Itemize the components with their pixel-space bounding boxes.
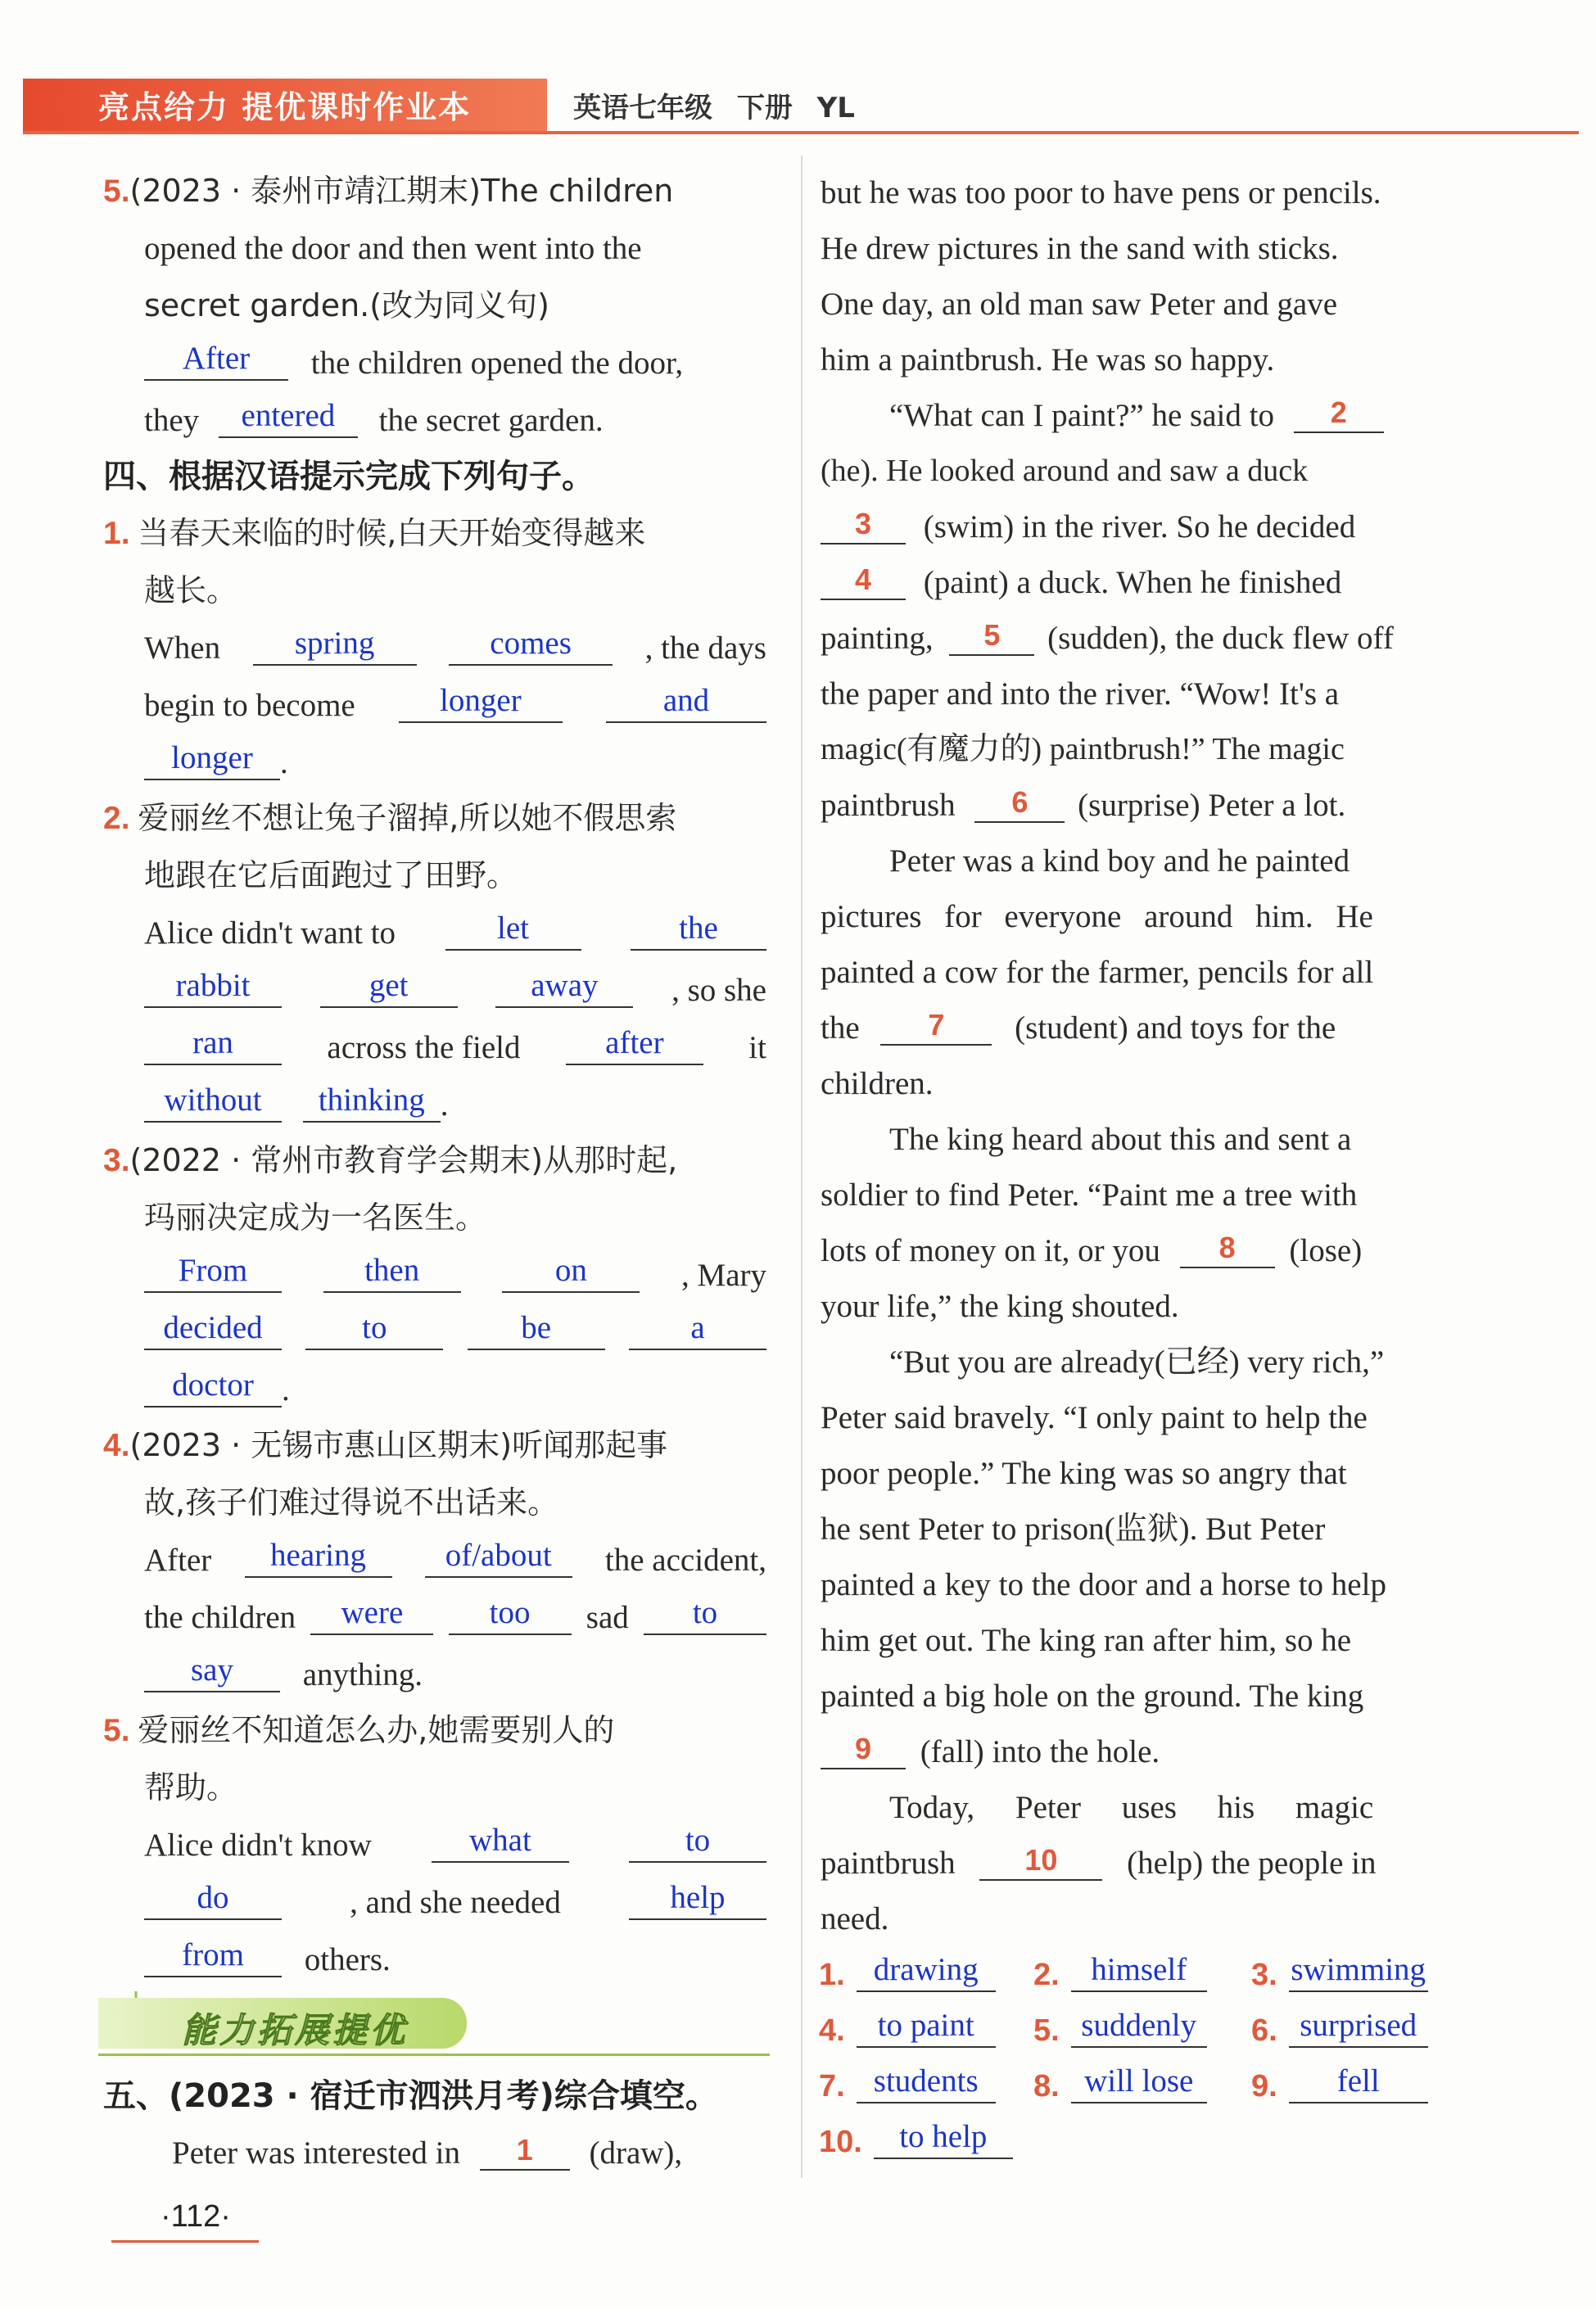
question-number: 5. xyxy=(103,1713,130,1748)
q2-line3 xyxy=(144,910,766,951)
q4-zh2: 故,孩子们难过得说不出话来。 xyxy=(144,1484,559,1521)
blank-5 xyxy=(949,618,1034,656)
answer: hearing xyxy=(270,1538,366,1573)
text: others. xyxy=(304,1942,391,1977)
answer: say xyxy=(191,1652,233,1688)
answer-item xyxy=(819,2008,996,2048)
answer: From xyxy=(178,1253,248,1288)
text: (lose) xyxy=(1289,1233,1363,1268)
q4-zh1 xyxy=(103,1427,668,1463)
answer-number: 3. xyxy=(1251,1958,1277,1992)
text: they xyxy=(144,403,200,438)
answer-blank xyxy=(432,1823,569,1863)
text: (student) and toys for the xyxy=(1015,1010,1336,1046)
answer-blank xyxy=(144,1253,282,1293)
q1-zh1 xyxy=(103,517,645,549)
q2-line4 xyxy=(144,968,766,1008)
passage-line xyxy=(821,1008,1336,1046)
answer: a xyxy=(690,1310,705,1345)
passage-line xyxy=(821,507,1356,544)
passage-line: soldier to find Peter. “Paint me a tree with xyxy=(821,1177,1358,1213)
answer-blank xyxy=(449,626,613,666)
answer-item xyxy=(819,1952,996,1992)
answer: get xyxy=(368,968,409,1003)
answer: from xyxy=(182,1937,244,1972)
q5b-line4 xyxy=(144,1880,766,1920)
answer: too xyxy=(489,1595,531,1630)
passage-line-1 xyxy=(172,2133,683,2171)
answer-blank xyxy=(303,1082,441,1123)
answer-blank xyxy=(245,1538,392,1578)
answer-blank xyxy=(144,1880,282,1920)
answer-item xyxy=(1251,2008,1428,2048)
answer: to xyxy=(362,1310,387,1345)
answer-blank xyxy=(399,683,563,723)
answer: away xyxy=(531,968,599,1003)
blank-number: 9 xyxy=(854,1732,872,1765)
answer-item xyxy=(1033,2063,1207,2103)
text: , so she xyxy=(671,973,766,1008)
page-number-underline xyxy=(111,2240,259,2243)
passage-line xyxy=(821,1732,1160,1769)
passage-line: Today, Peter uses his magic xyxy=(889,1790,1374,1825)
answer: on xyxy=(554,1253,587,1288)
passage-line: painted a key to the door and a horse to help xyxy=(821,1567,1386,1602)
answer-blank xyxy=(144,1937,282,1977)
blank-number: 5 xyxy=(983,618,1001,652)
answer-blank xyxy=(1289,1952,1428,1992)
q4-line4 xyxy=(144,1595,766,1635)
passage-line xyxy=(821,785,1346,823)
answer-blank xyxy=(323,1253,461,1293)
blank-number: 7 xyxy=(928,1008,945,1042)
answer-blank xyxy=(219,398,358,438)
text: it xyxy=(748,1030,766,1065)
answer-blank xyxy=(253,626,417,666)
q2-zh1 xyxy=(103,802,676,834)
text: (paint) a duck. When he finished xyxy=(923,565,1342,600)
blank-number: 3 xyxy=(854,507,872,540)
text: (draw), xyxy=(589,2135,683,2171)
passage-line: your life,” the king shouted. xyxy=(821,1289,1179,1324)
text: anything. xyxy=(302,1657,423,1692)
q5b-line5 xyxy=(144,1937,391,1977)
answer-blank xyxy=(874,2119,1013,2159)
passage-line: poor people.” The king was so angry that xyxy=(821,1456,1347,1491)
passage-line: Peter was a kind boy and he painted xyxy=(889,843,1350,879)
passage-line: (he). He looked around and saw a duck xyxy=(821,454,1309,488)
question-number: 3. xyxy=(103,1143,130,1178)
text: When xyxy=(144,630,221,666)
blank-number: 10 xyxy=(1024,1843,1058,1877)
passage-line: painted a cow for the farmer, pencils for all xyxy=(821,955,1374,990)
question-number: 2. xyxy=(103,801,130,836)
answer: himself xyxy=(1091,1952,1187,1987)
text: paintbrush xyxy=(821,1846,956,1881)
text: (surprise) Peter a lot. xyxy=(1078,788,1346,823)
answer-blank xyxy=(310,1595,433,1635)
answer: to help xyxy=(899,2119,988,2154)
answer-blank xyxy=(144,1310,282,1350)
answer-item xyxy=(1033,1952,1207,1992)
answer: doctor xyxy=(172,1367,254,1403)
text: begin to become xyxy=(144,688,355,723)
passage-line xyxy=(821,618,1394,656)
answer: were xyxy=(341,1595,404,1630)
question-number: 1. xyxy=(103,516,130,551)
answer-blank xyxy=(425,1538,572,1578)
answer: to paint xyxy=(877,2008,974,2043)
text: . xyxy=(440,1087,449,1123)
text: the xyxy=(821,1010,860,1046)
q1-line3 xyxy=(144,626,766,666)
q5a-line3: secret garden.(改为同义句) xyxy=(144,287,549,323)
answer-number: 9. xyxy=(1251,2069,1277,2103)
answer-blank xyxy=(144,1652,280,1692)
q3-line4 xyxy=(144,1310,766,1350)
q5b-line3 xyxy=(144,1823,766,1863)
banner-rule xyxy=(98,2054,770,2056)
answer-blank xyxy=(629,1310,766,1350)
answer-blank xyxy=(629,1823,766,1863)
answer-blank xyxy=(631,910,766,951)
passage-line: The king heard about this and sent a xyxy=(889,1122,1352,1157)
answer: swimming xyxy=(1291,1952,1426,1987)
answer: drawing xyxy=(873,1952,979,1987)
answer: will lose xyxy=(1084,2063,1194,2099)
answer-item xyxy=(819,2063,996,2103)
answer: to xyxy=(685,1823,711,1858)
answer-blank xyxy=(1071,1952,1207,1992)
blank-number: 8 xyxy=(1218,1231,1236,1264)
passage-line: need. xyxy=(821,1901,889,1936)
q5a-line4 xyxy=(144,341,684,381)
answer-number: 2. xyxy=(1033,1958,1060,1992)
text: , and she needed xyxy=(350,1885,561,1920)
answer-blank xyxy=(144,1367,282,1408)
text: “What can I paint?” he said to xyxy=(889,398,1274,433)
answer: longer xyxy=(171,740,253,775)
answer-number: 1. xyxy=(819,1958,845,1992)
q5b-zh2: 帮助。 xyxy=(144,1769,238,1805)
text: sad xyxy=(586,1600,629,1635)
q2-line6 xyxy=(144,1082,449,1123)
header-rule xyxy=(23,131,1579,134)
answer: entered xyxy=(241,398,336,433)
passage-line xyxy=(821,1231,1363,1268)
banner-title: 能力拓展提优 xyxy=(182,2010,409,2050)
answer: longer xyxy=(440,683,522,718)
question-text: (2023 · 泰州市靖江期末)The children xyxy=(129,173,674,209)
passage-line: painted a big hole on the ground. The king xyxy=(821,1679,1364,1714)
passage-line: he sent Peter to prison(监狱). But Peter xyxy=(821,1511,1326,1547)
answer: to xyxy=(692,1595,718,1630)
question-text: 爱丽丝不知道怎么办,她需要别人的 xyxy=(138,1712,615,1748)
text: Alice didn't want to xyxy=(144,915,396,951)
section-4-heading: 四、根据汉语提示完成下列句子。 xyxy=(103,458,595,495)
answer: what xyxy=(469,1823,531,1858)
q5a-line2: opened the door and then went into the xyxy=(144,231,642,266)
answer-blank xyxy=(566,1025,703,1065)
passage-line xyxy=(889,395,1384,433)
answer-blank xyxy=(495,968,633,1008)
answer: after xyxy=(605,1025,664,1060)
answer: and xyxy=(662,683,710,718)
blank-6 xyxy=(974,785,1065,823)
answer-number: 5. xyxy=(1033,2013,1060,2048)
answer: do xyxy=(197,1880,229,1915)
answer-number: 4. xyxy=(819,2013,845,2048)
section-5-heading: 五、(2023 · 宿迁市泗洪月考)综合填空。 xyxy=(103,2077,718,2115)
book-subtitle: 英语七年级 下册 YL xyxy=(573,92,855,124)
q1-line5 xyxy=(144,740,288,780)
text: the secret garden. xyxy=(378,403,604,438)
text: lots of money on it, or you xyxy=(821,1233,1160,1268)
text: but he was too poor to have pens or pencils. xyxy=(821,175,1381,210)
answer: surprised xyxy=(1300,2008,1417,2043)
q5a-line5 xyxy=(144,398,604,438)
answer-number: 6. xyxy=(1251,2013,1277,2048)
answer: rabbit xyxy=(175,968,251,1003)
answer-blank xyxy=(445,910,581,951)
answer-item xyxy=(1033,2008,1207,2048)
question-text: 当春天来临的时候,白天开始变得越来 xyxy=(138,515,646,551)
answer-blank xyxy=(320,968,458,1008)
q5b-zh1 xyxy=(103,1712,615,1748)
text: the accident, xyxy=(604,1543,766,1578)
passage-line: “But you are already(已经) very rich,” xyxy=(889,1344,1385,1380)
text: (swim) in the river. So he decided xyxy=(923,509,1356,544)
blank-7 xyxy=(880,1008,992,1046)
blank-number: 1 xyxy=(516,2133,533,2167)
text: , the days xyxy=(644,630,766,666)
q2-line5 xyxy=(144,1025,766,1065)
q1-zh2: 越长。 xyxy=(144,572,238,608)
q4-line3 xyxy=(144,1538,766,1578)
passage-line: He drew pictures in the sand with sticks. xyxy=(821,231,1339,266)
answer: then xyxy=(364,1253,420,1288)
text: Peter was interested in xyxy=(172,2135,460,2171)
passage-line: pictures for everyone around him. He xyxy=(821,899,1373,934)
q1-line4 xyxy=(144,683,766,723)
question-number: 5. xyxy=(103,174,130,209)
blank-number: 4 xyxy=(854,563,872,596)
answer: spring xyxy=(294,626,375,661)
blank-10 xyxy=(979,1843,1102,1881)
passage-line: One day, an old man saw Peter and gave xyxy=(821,287,1338,322)
passage-line: him get out. The king ran after him, so he xyxy=(821,1623,1352,1658)
blank-9 xyxy=(821,1732,906,1769)
answer-blank xyxy=(857,1952,996,1992)
question-number: 4. xyxy=(103,1428,130,1463)
answer-item xyxy=(1251,1952,1428,1992)
q3-zh1 xyxy=(103,1142,678,1178)
text: (sudden), the duck flew off xyxy=(1047,621,1394,656)
answer-blank xyxy=(1289,2008,1428,2048)
text: Alice didn't know xyxy=(144,1828,372,1863)
text: After xyxy=(144,1543,212,1578)
text: (help) the people in xyxy=(1127,1846,1377,1881)
column-divider xyxy=(801,156,803,2178)
q2-zh2: 地跟在它后面跑过了田野。 xyxy=(144,857,518,893)
answer-blank xyxy=(1071,2008,1207,2048)
blank-4 xyxy=(821,563,906,600)
answer-blank xyxy=(857,2063,996,2103)
text: . xyxy=(282,1372,290,1408)
answer-number: 7. xyxy=(819,2069,845,2103)
answer-blank xyxy=(857,2008,996,2048)
question-text: (2023 · 无锡市惠山区期末)听闻那起事 xyxy=(129,1427,668,1463)
text: the children opened the door, xyxy=(310,346,684,381)
answer-number: 10. xyxy=(819,2125,862,2159)
answer: fell xyxy=(1336,2063,1380,2099)
answer: After xyxy=(182,341,251,376)
answer-blank xyxy=(629,1880,766,1920)
blank-3 xyxy=(821,507,906,544)
passage-line: the paper and into the river. “Wow! It's a xyxy=(821,676,1340,712)
text: paintbrush xyxy=(821,788,956,823)
answer-blank xyxy=(144,341,288,381)
answer: without xyxy=(164,1082,262,1118)
q3-line3 xyxy=(144,1253,766,1293)
passage-line: him a paintbrush. He was so happy. xyxy=(821,342,1275,377)
answer-blank xyxy=(1289,2063,1428,2103)
passage-line: children. xyxy=(821,1066,934,1101)
answer-blank xyxy=(305,1310,443,1350)
q5a-line1 xyxy=(103,175,766,207)
answer-blank xyxy=(144,968,282,1008)
question-text: (2022 · 常州市教育学会期末)从那时起, xyxy=(129,1142,678,1178)
text: the children xyxy=(144,1600,296,1635)
answer-blank xyxy=(449,1595,572,1635)
answer: help xyxy=(670,1880,726,1915)
answer: ran xyxy=(192,1025,233,1060)
passage-line: Peter said bravely. “I only paint to help the xyxy=(821,1400,1368,1435)
answer: suddenly xyxy=(1081,2008,1197,2043)
answer-item xyxy=(1251,2063,1428,2103)
answer-blank xyxy=(644,1595,766,1635)
answer-blank xyxy=(144,740,280,780)
q3-line5 xyxy=(144,1367,290,1408)
blank-1 xyxy=(480,2133,570,2171)
answer-item xyxy=(819,2119,1013,2159)
text: across the field xyxy=(327,1030,521,1065)
answer-blank xyxy=(606,683,766,723)
blank-number: 6 xyxy=(1011,785,1029,819)
blank-number: 2 xyxy=(1330,395,1347,429)
answer: of/about xyxy=(445,1538,552,1573)
answer: let xyxy=(497,910,530,946)
blank-8 xyxy=(1180,1231,1275,1268)
passage-line: magic(有魔力的) paintbrush!” The magic xyxy=(821,732,1345,766)
q3-zh2: 玛丽决定成为一名医生。 xyxy=(144,1200,487,1236)
text: (fall) into the hole. xyxy=(920,1734,1160,1769)
answer-blank xyxy=(502,1253,640,1293)
answer-blank xyxy=(144,1025,282,1065)
answer: students xyxy=(873,2063,979,2099)
passage-line xyxy=(821,1843,1377,1881)
question-text: 爱丽丝不想让兔子溜掉,所以她不假思索 xyxy=(138,800,677,836)
book-title: 亮点给力 提优课时作业本 xyxy=(98,89,472,125)
passage-line xyxy=(821,177,1482,209)
passage-line xyxy=(821,563,1342,600)
answer: comes xyxy=(490,626,572,661)
text: , Mary xyxy=(681,1258,766,1293)
answer: decided xyxy=(163,1310,263,1345)
answer-blank xyxy=(144,1082,282,1123)
answer: the xyxy=(679,910,718,946)
q4-line5 xyxy=(144,1652,423,1692)
answer-number: 8. xyxy=(1033,2069,1060,2103)
page-number: ·112· xyxy=(161,2199,231,2234)
blank-2 xyxy=(1294,395,1384,433)
answer: be xyxy=(521,1310,552,1345)
answer: thinking xyxy=(318,1082,425,1118)
text: painting, xyxy=(821,621,934,656)
answer-blank xyxy=(1071,2063,1207,2103)
text: . xyxy=(280,745,288,780)
answer-blank xyxy=(468,1310,605,1350)
